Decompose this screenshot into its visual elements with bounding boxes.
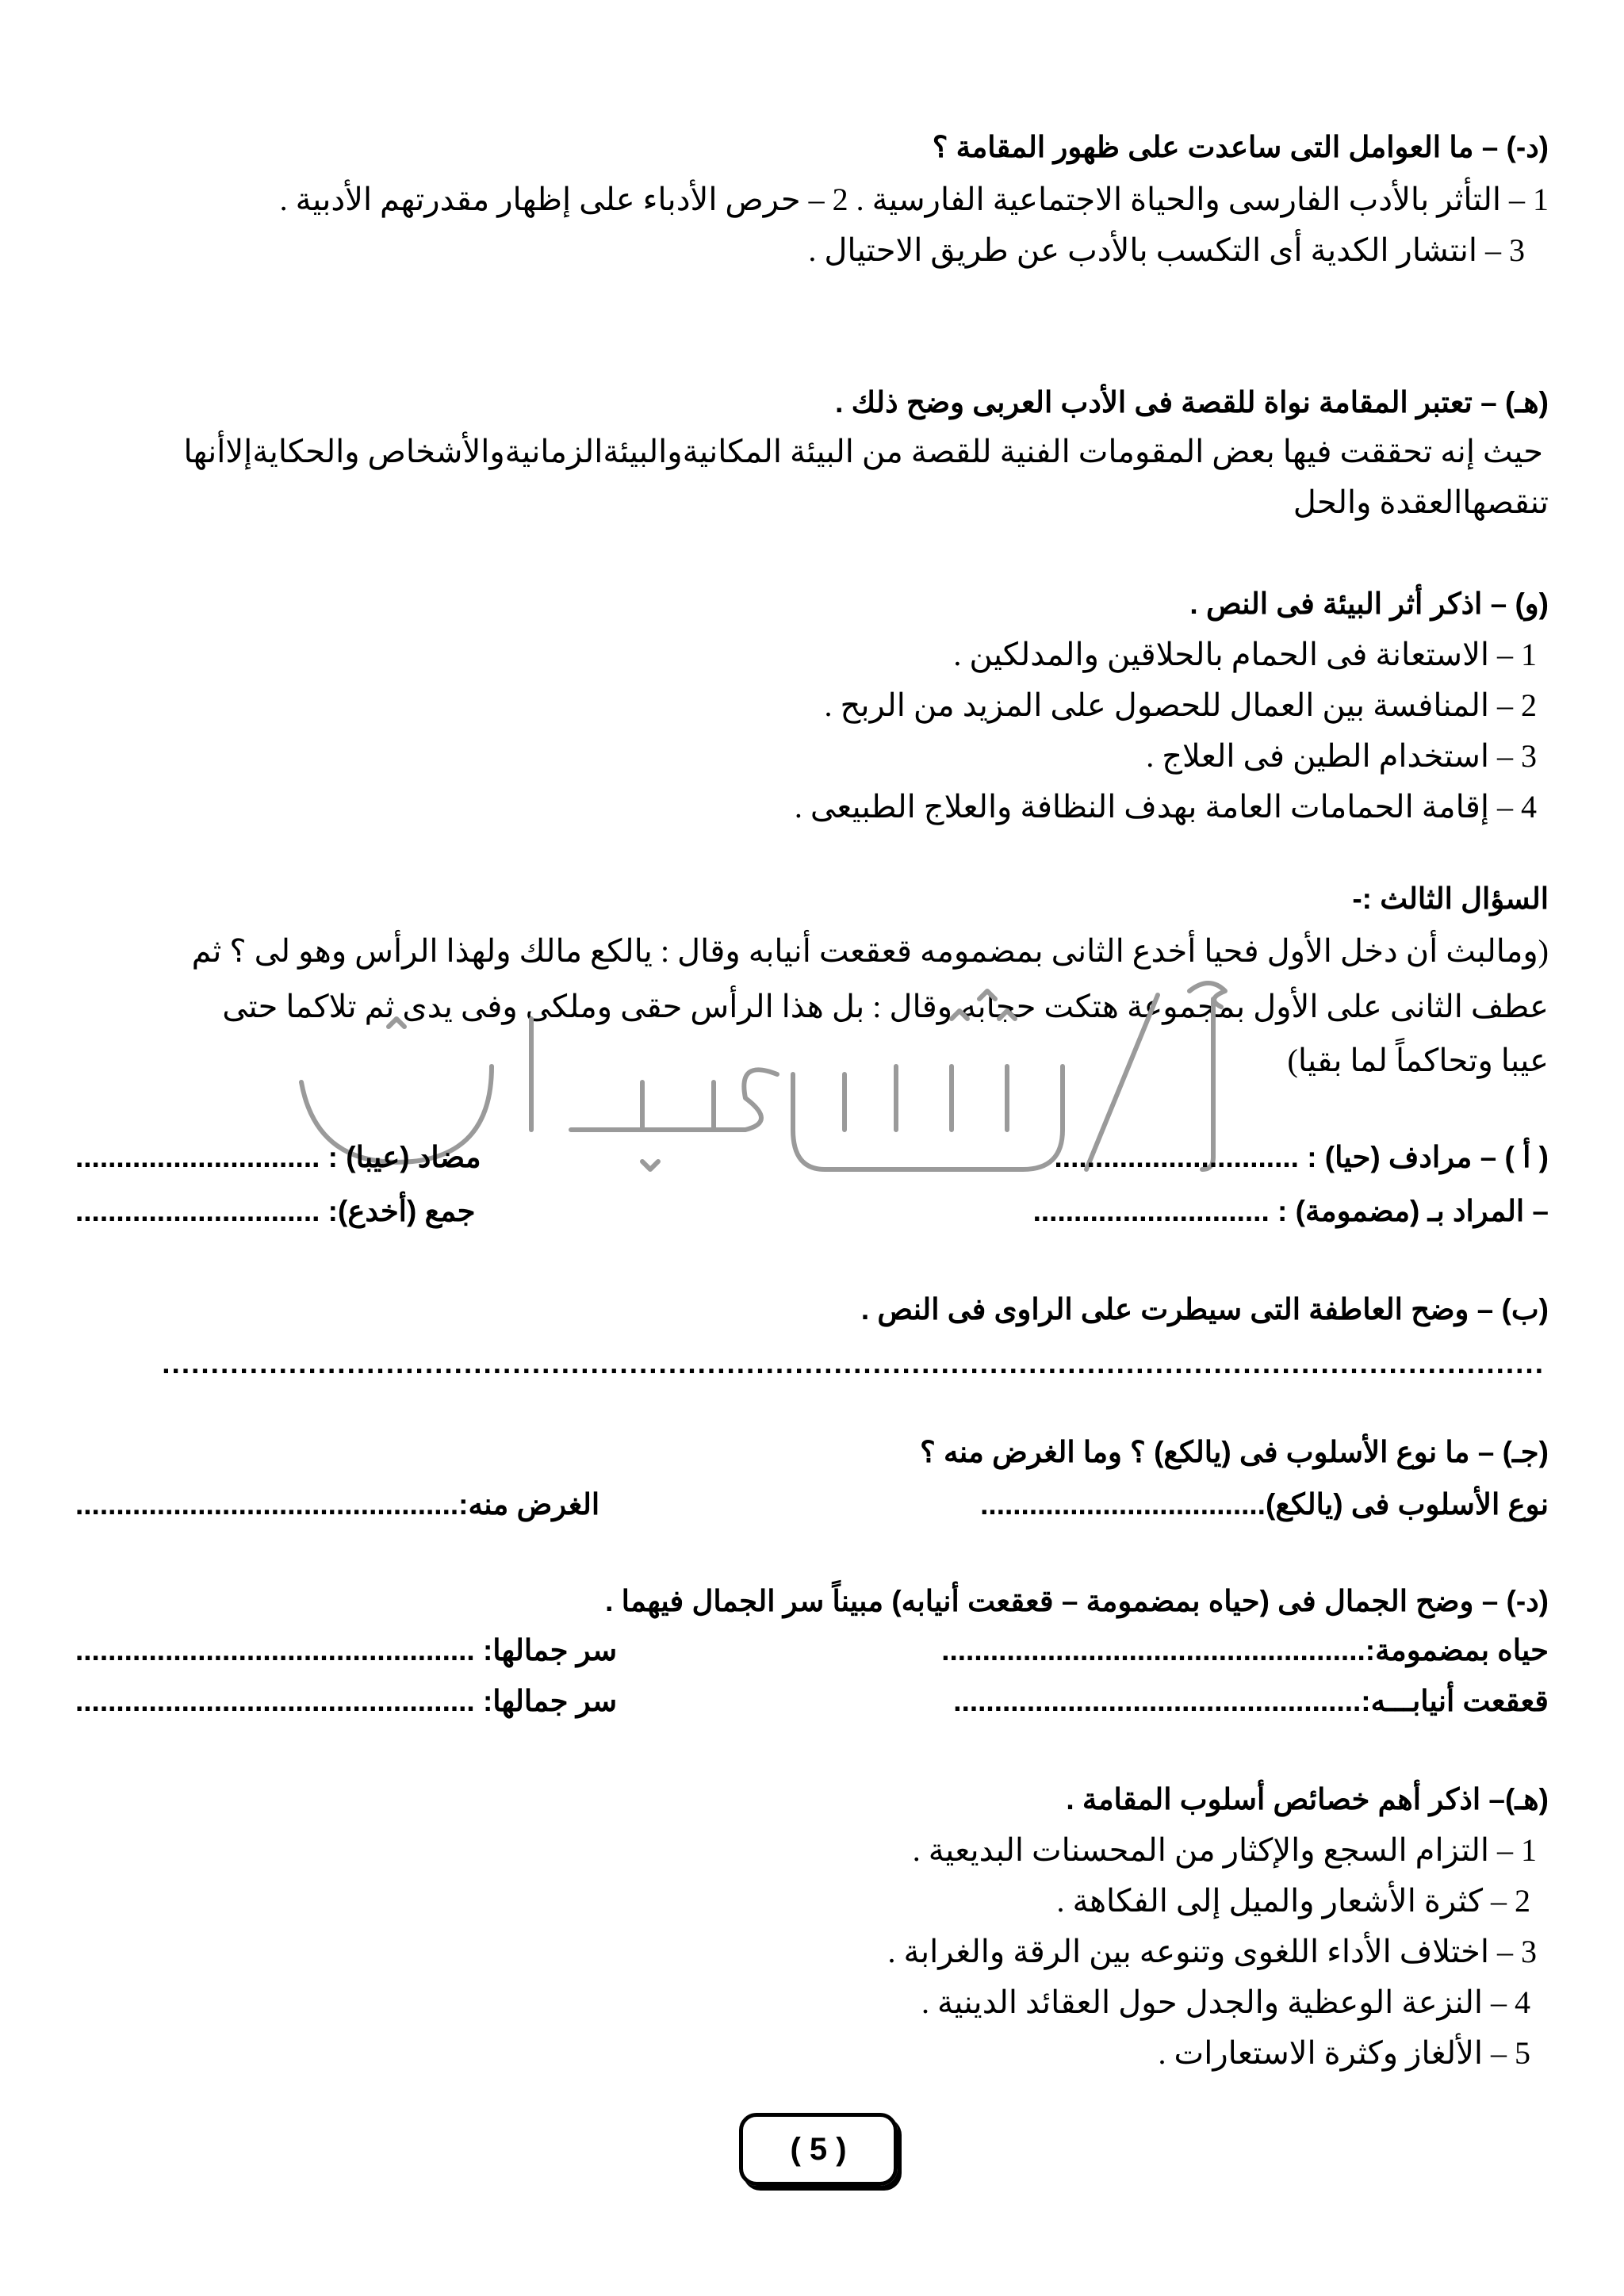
question-c-style: (جـ) – ما نوع الأسلوب فى (يالكع) ؟ وما الغرض منه ؟ bbox=[920, 1436, 1549, 1468]
question-h-story-nucleus: (هـ) – تعتبر المقامة نواة للقصة فى الأدب العربى وضح ذلك . bbox=[835, 386, 1549, 419]
synonym-prompt[interactable]: ( أ ) – مرادف (حيا) : .............................. bbox=[1054, 1141, 1549, 1173]
characteristic-item-2: 2 – كثرة الأشعار والميل إلى الفكاهة . bbox=[1056, 1883, 1530, 1919]
question-b-emotion: (ب) – وضح العاطفة التى سيطرت على الراوى فى النص . bbox=[860, 1293, 1549, 1326]
beauty-phrase-1-blank[interactable]: حياه بمضمومة:.................................................... bbox=[941, 1634, 1549, 1667]
passage-line-3: عيبا وتحاكماً لما بقيا) bbox=[1287, 1043, 1549, 1078]
page-number: ( 5 ) bbox=[739, 2113, 898, 2186]
answer-d-line-1: 1 – التأثر بالأدب الفارسى والحياة الاجتماعية الفارسية . 2 – حرص الأدباء على إظهار مقدرتهم الأدبية . bbox=[279, 182, 1549, 217]
antonym-prompt[interactable]: مضاد (عيبا) : .............................. bbox=[75, 1141, 481, 1173]
passage-line-1: (ومالبث أن دخل الأول فحيا أخدع الثانى بمضمومه قعقعت أنيابه وقال : يالكع مالك ولهذا الرأس وهو لى ؟ ثم bbox=[191, 933, 1549, 969]
beauty-phrase-2-blank[interactable]: قعقعت أنيابـــه:.................................................. bbox=[953, 1685, 1549, 1717]
environment-item-4: 4 – إقامة الحمامات العامة بهدف النظافة والعلاج الطبيعى . bbox=[794, 789, 1537, 825]
characteristic-item-4: 4 – النزعة الوعظية والجدل حول العقائد الدينية . bbox=[921, 1984, 1530, 2020]
answer-h-line-2: تنقصهاالعقدة والحل bbox=[1293, 484, 1549, 520]
passage-line-2: عطف الثانى على الأول بمجموعة هتكت حجابه وقال : بل هذا الرأس حقى وملكى وفى يدى ثم تلاكما حتى bbox=[222, 989, 1549, 1024]
beauty-row-1 bbox=[75, 1632, 1549, 1670]
meaning-prompt[interactable]: – المراد بـ (مضمومة) : ............................. bbox=[1032, 1195, 1549, 1227]
answer-d-line-2: 3 – انتشار الكدية أى التكسب بالأدب عن طريق الاحتيال . bbox=[808, 232, 1525, 268]
environment-item-1: 1 – الاستعانة فى الحمام بالحلاقين والمدلكين . bbox=[953, 637, 1537, 672]
style-type-blank[interactable]: نوع الأسلوب فى (يالكع)................................... bbox=[980, 1488, 1549, 1521]
environment-item-2: 2 – المنافسة بين العمال للحصول على المزيد من الربح . bbox=[824, 687, 1537, 723]
question-w-environment: (و) – اذكر أثر البيئة فى النص . bbox=[1189, 587, 1549, 620]
watermark-text: أ/ شعبان bbox=[763, 1195, 791, 1203]
question-h-characteristics: (هـ)– اذكر أهم خصائص أسلوب المقامة . bbox=[1066, 1783, 1549, 1816]
question-c-answer-row bbox=[75, 1486, 1549, 1524]
characteristic-item-3: 3 – اختلاف الأداء اللغوى وتنوعه بين الرقة والغرابة . bbox=[887, 1934, 1537, 1969]
answer-h-line-1: حيث إنه تحققت فيها بعض المقومات الفنية للقصة من البيئة المكانيةوالبيئةالزمانيةوالأشخاص والحكايةإلاأنها bbox=[183, 434, 1543, 469]
beauty-secret-2-blank[interactable]: سر جمالها: ................................................. bbox=[75, 1685, 618, 1717]
environment-item-3: 3 – استخدام الطين فى العلاج . bbox=[1146, 738, 1537, 774]
style-purpose-blank[interactable]: الغرض منه:............................................... bbox=[75, 1488, 600, 1521]
characteristic-item-5: 5 – الألغاز وكثرة الاستعارات . bbox=[1158, 2035, 1530, 2071]
characteristic-item-1: 1 – التزام السجع والإكثار من المحسنات البديعية . bbox=[912, 1832, 1537, 1868]
question-a-row-2 bbox=[75, 1192, 1549, 1230]
plural-prompt[interactable]: جمع (أخدع): .............................. bbox=[75, 1195, 476, 1227]
question-3-title: السؤال الثالث :- bbox=[1352, 882, 1549, 915]
question-d-beauty: (د-) – وضح الجمال فى (حياه بمضمومة – قعقعت أنيابه) مبيناً سر الجمال فيهما . bbox=[605, 1585, 1549, 1617]
question-a-row-1 bbox=[75, 1138, 1549, 1177]
beauty-row-2 bbox=[75, 1682, 1549, 1720]
answer-b-blank[interactable]: .............................................................................................................................................. bbox=[162, 1347, 1545, 1380]
question-d-factors: (د-) – ما العوامل التى ساعدت على ظهور المقامة ؟ bbox=[932, 131, 1549, 163]
beauty-secret-1-blank[interactable]: سر جمالها: ................................................. bbox=[75, 1634, 618, 1667]
